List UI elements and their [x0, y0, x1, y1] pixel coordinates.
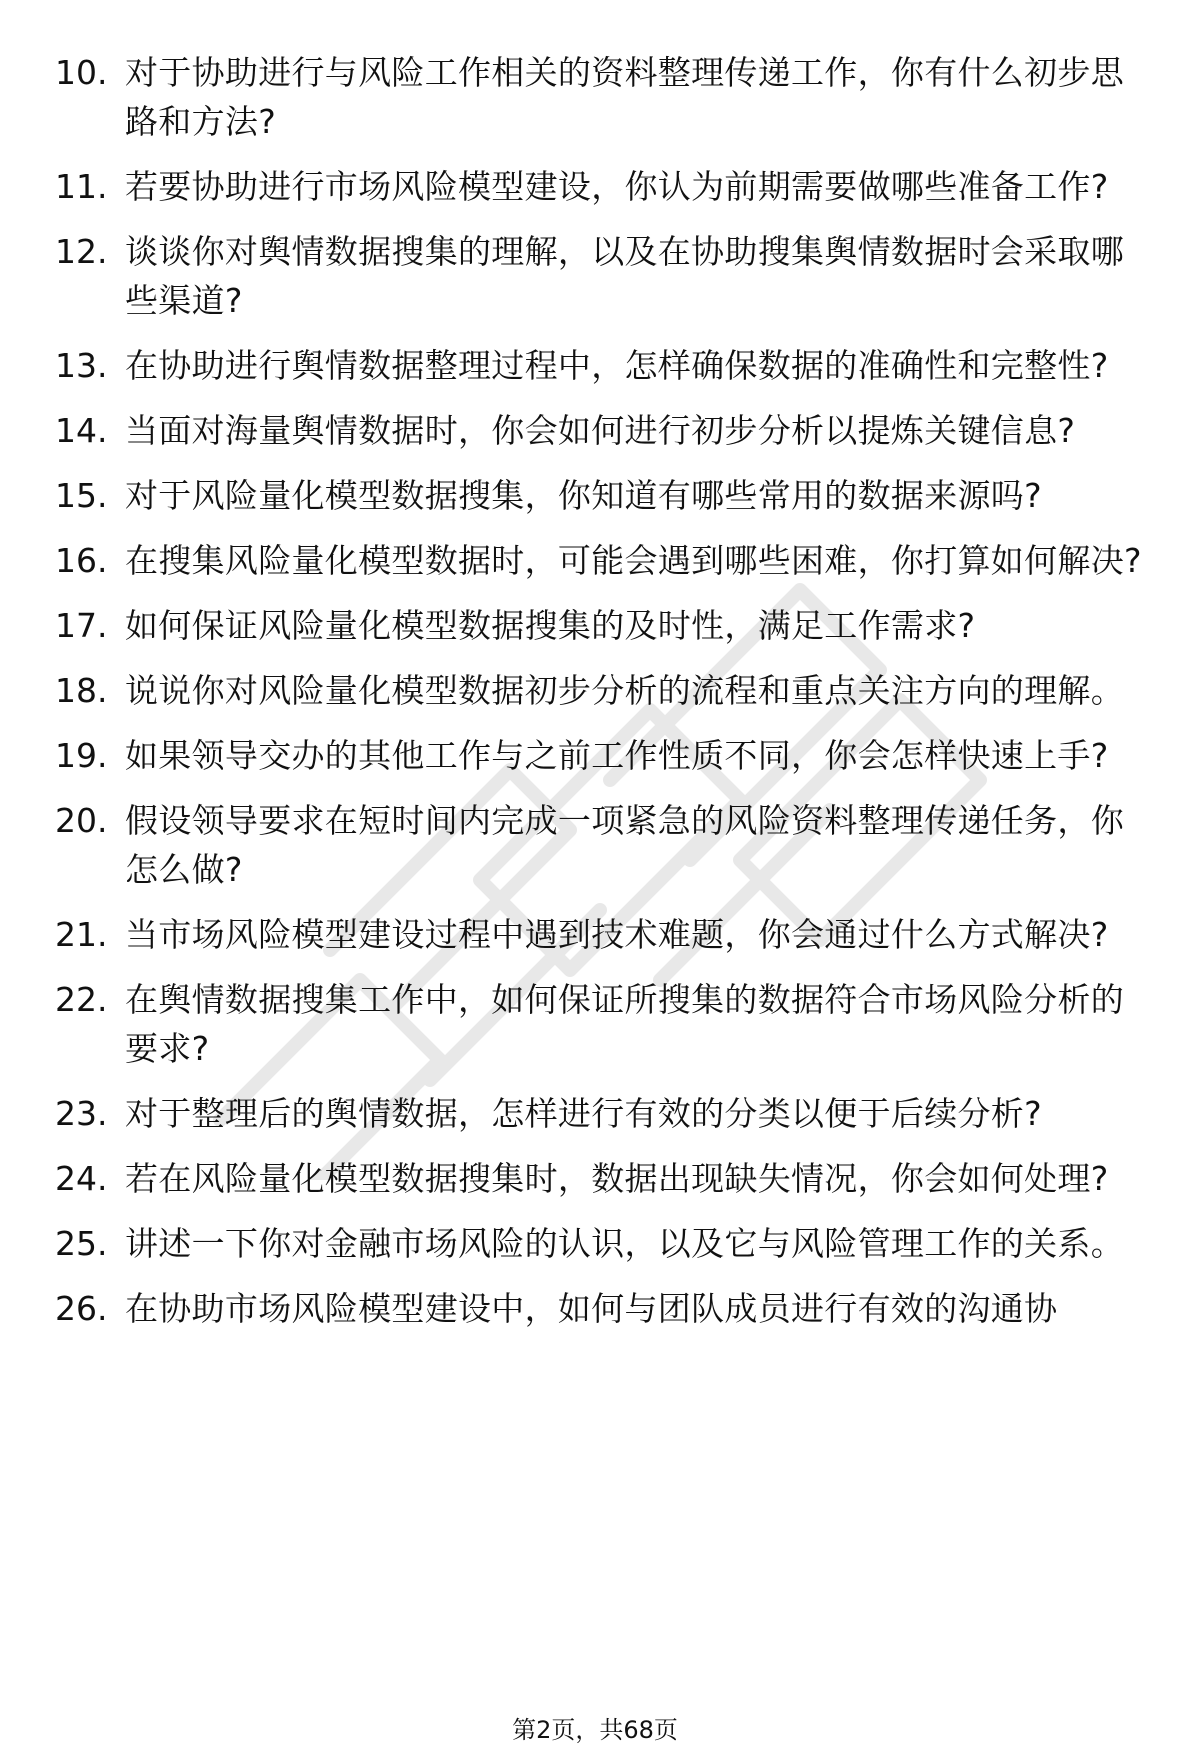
question-text: 若在风险量化模型数据搜集时，数据出现缺失情况，你会如何处理?: [125, 1159, 1109, 1198]
question-number: 17.: [55, 606, 108, 645]
question-number: 23.: [55, 1094, 108, 1133]
list-item: [55, 162, 1155, 211]
question-number: 25.: [55, 1224, 108, 1263]
list-item: [55, 975, 1155, 1073]
list-item: [55, 796, 1155, 894]
question-number: 22.: [55, 980, 108, 1019]
question-number: 13.: [55, 346, 108, 385]
question-number: 12.: [55, 232, 108, 271]
list-item: [55, 666, 1155, 715]
question-number: 21.: [55, 915, 108, 954]
question-text: 对于协助进行与风险工作相关的资料整理传递工作，你有什么初步思路和方法?: [125, 53, 1124, 141]
question-text: 对于整理后的舆情数据，怎样进行有效的分类以便于后续分析?: [125, 1094, 1042, 1133]
question-text: 谈谈你对舆情数据搜集的理解，以及在协助搜集舆情数据时会采取哪些渠道?: [125, 232, 1124, 320]
question-number: 18.: [55, 671, 108, 710]
question-text: 对于风险量化模型数据搜集，你知道有哪些常用的数据来源吗?: [125, 476, 1042, 515]
question-text: 如何保证风险量化模型数据搜集的及时性，满足工作需求?: [125, 606, 976, 645]
question-text: 说说你对风险量化模型数据初步分析的流程和重点关注方向的理解。: [125, 671, 1124, 710]
question-number: 19.: [55, 736, 108, 775]
list-item: [55, 601, 1155, 650]
question-number: 10.: [55, 53, 108, 92]
list-item: [55, 1154, 1155, 1203]
question-number: 20.: [55, 801, 108, 840]
list-item: [55, 48, 1155, 146]
list-item: [55, 731, 1155, 780]
question-text: 当市场风险模型建设过程中遇到技术难题，你会通过什么方式解决?: [125, 915, 1109, 954]
page-footer: 第2页，共68页: [512, 1716, 678, 1744]
question-number: 26.: [55, 1289, 108, 1328]
question-text: 当面对海量舆情数据时，你会如何进行初步分析以提炼关键信息?: [125, 411, 1076, 450]
list-item: [55, 227, 1155, 325]
list-item: [55, 471, 1155, 520]
question-text: 如果领导交办的其他工作与之前工作性质不同，你会怎样快速上手?: [125, 736, 1109, 775]
list-item: [55, 1219, 1155, 1268]
list-item: [55, 1089, 1155, 1138]
list-item: [55, 406, 1155, 455]
question-number: 16.: [55, 541, 108, 580]
question-text: 在搜集风险量化模型数据时，可能会遇到哪些困难，你打算如何解决?: [125, 541, 1142, 580]
list-item: [55, 341, 1155, 390]
question-list: [55, 48, 1155, 1349]
list-item: [55, 536, 1155, 585]
list-item: [55, 910, 1155, 959]
question-number: 15.: [55, 476, 108, 515]
question-text: 假设领导要求在短时间内完成一项紧急的风险资料整理传递任务，你怎么做?: [125, 801, 1124, 889]
question-text: 在协助市场风险模型建设中，如何与团队成员进行有效的沟通协: [125, 1289, 1058, 1328]
question-text: 在舆情数据搜集工作中，如何保证所搜集的数据符合市场风险分析的要求?: [125, 980, 1124, 1068]
question-text: 讲述一下你对金融市场风险的认识，以及它与风险管理工作的关系。: [125, 1224, 1124, 1263]
question-text: 若要协助进行市场风险模型建设，你认为前期需要做哪些准备工作?: [125, 167, 1109, 206]
question-number: 11.: [55, 167, 108, 206]
list-item: [55, 1284, 1155, 1333]
question-number: 14.: [55, 411, 108, 450]
question-number: 24.: [55, 1159, 108, 1198]
question-text: 在协助进行舆情数据整理过程中，怎样确保数据的准确性和完整性?: [125, 346, 1109, 385]
